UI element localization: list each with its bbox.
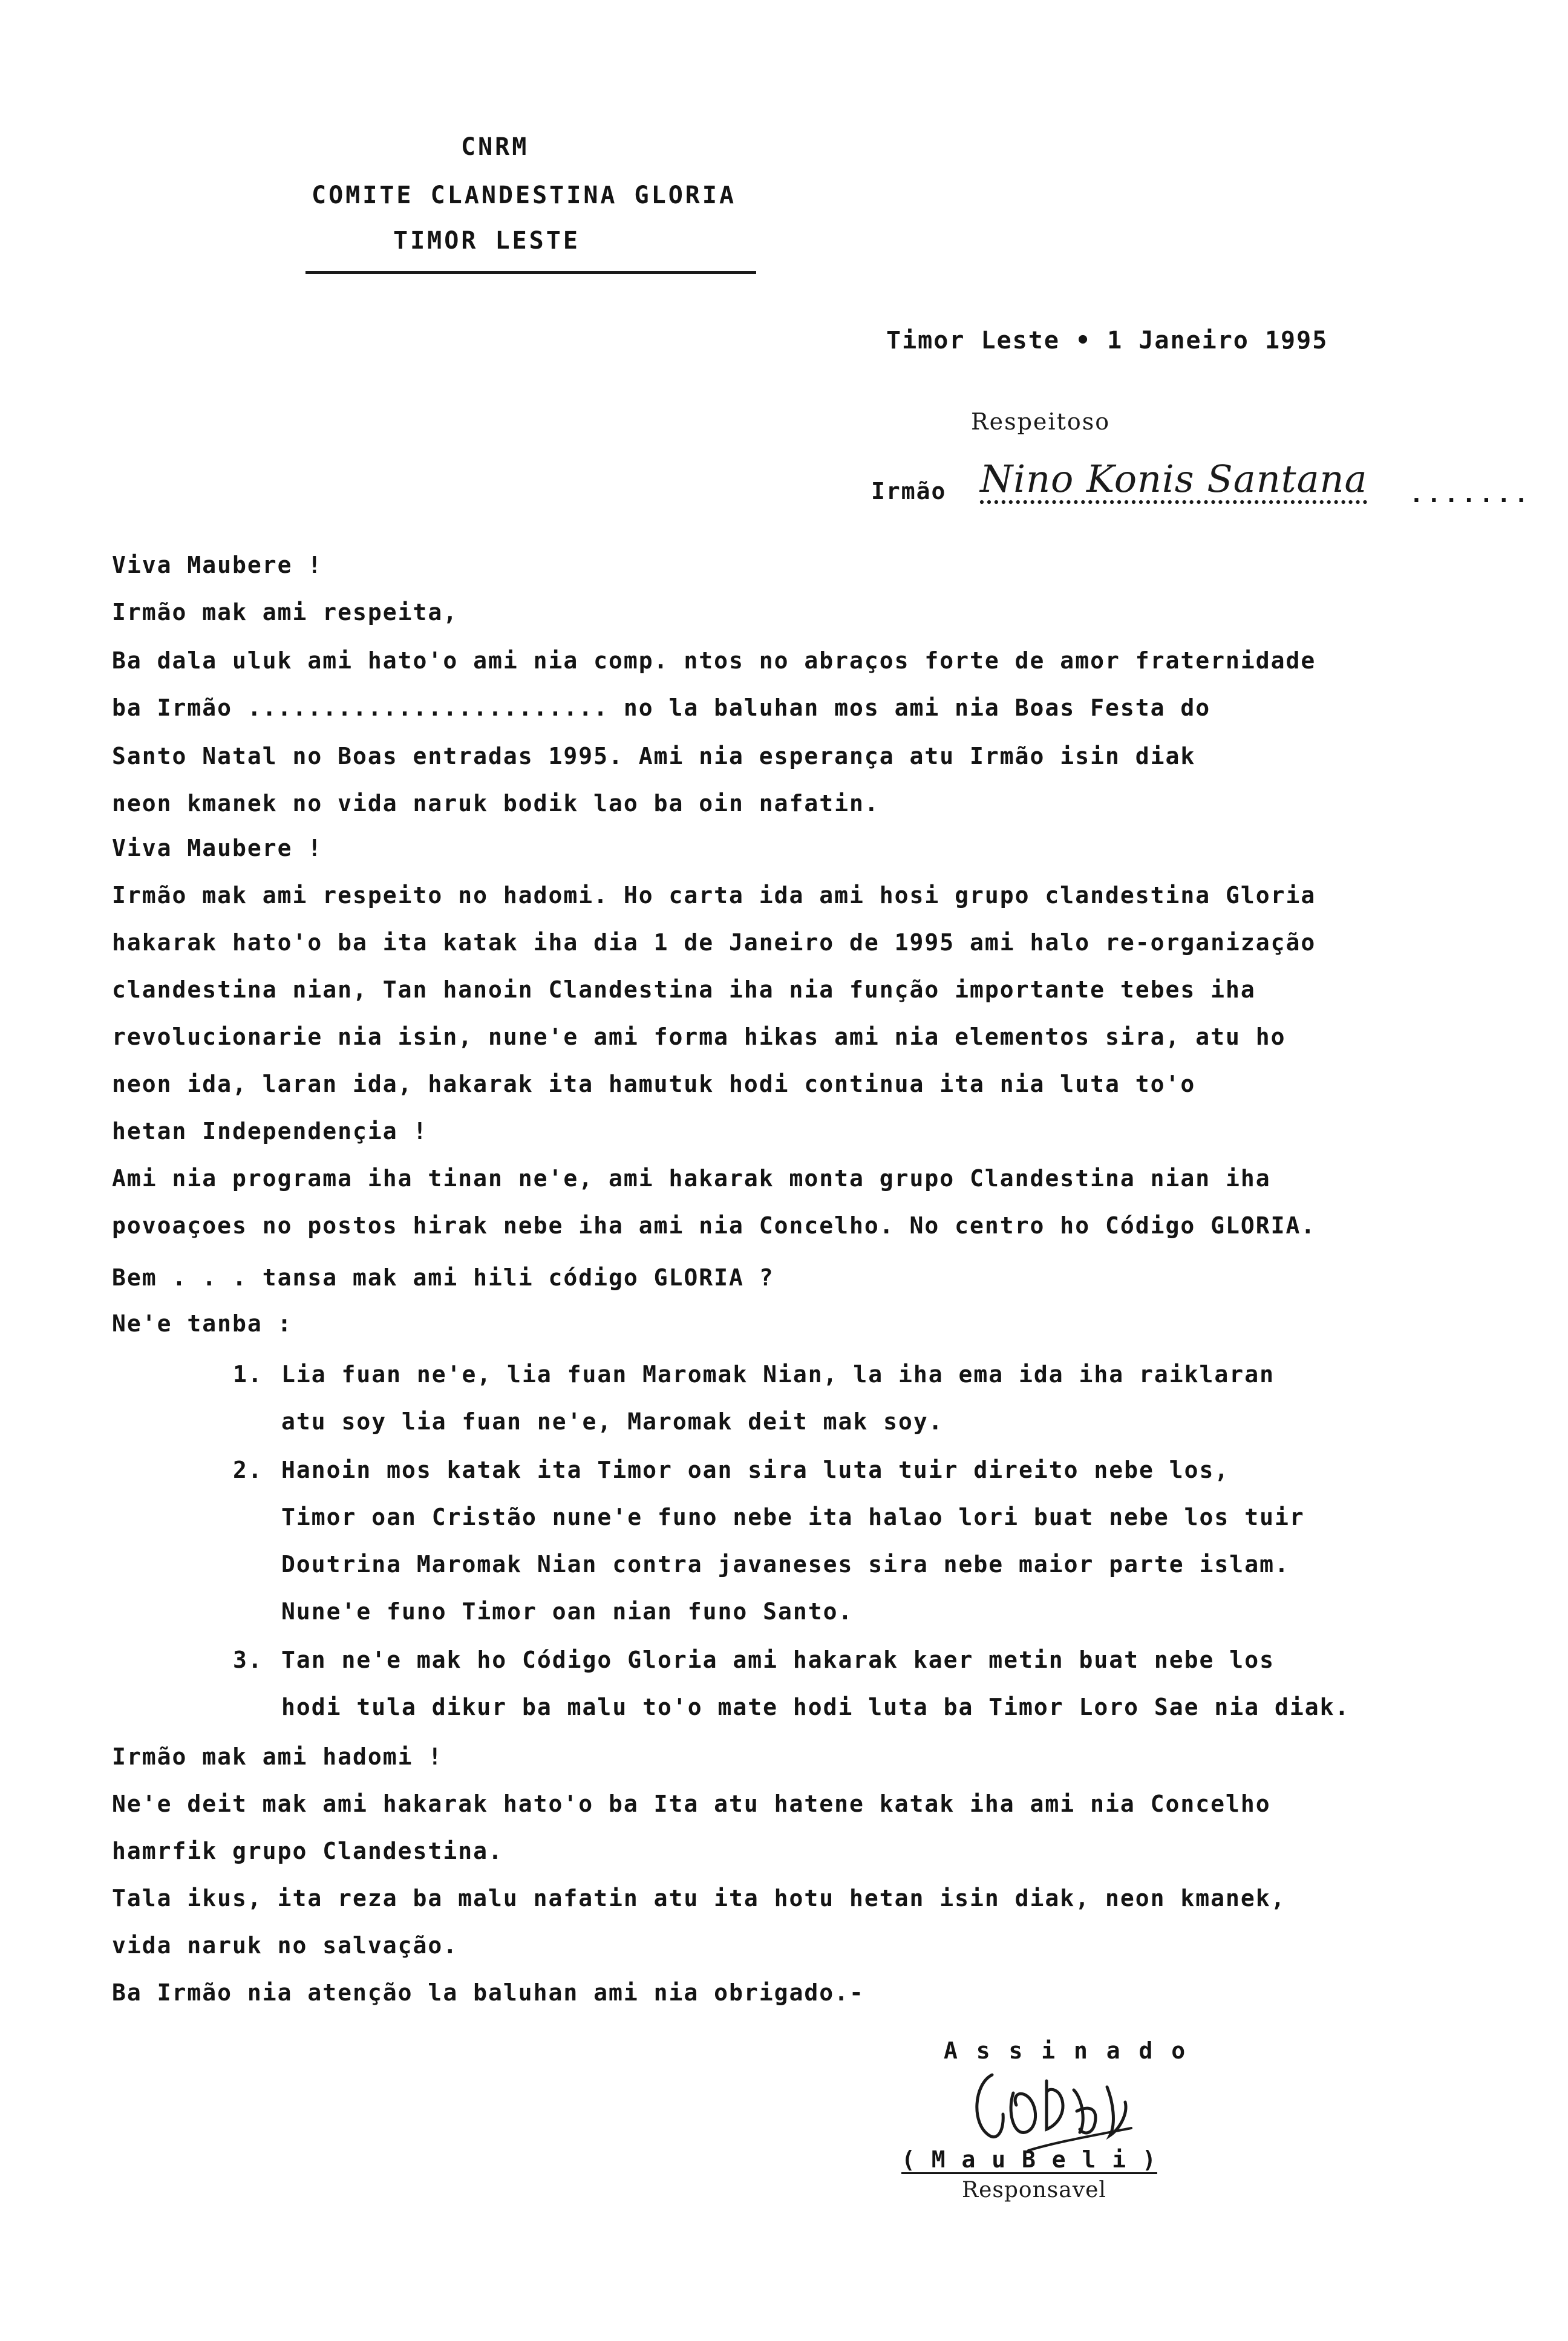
reason-2-line-a: Hanoin mos katak ita Timor oan sira luta tuir direito nebe los, [281,1457,1230,1483]
signature-role: Responsavel [962,2178,1106,2202]
reason-3-line-a: Tan ne'e mak ho Código Gloria ami hakarak kaer metin buat nebe los [281,1647,1275,1673]
signature-assinado: A s s i n a d o [944,2037,1188,2064]
body-line-3: Ba dala uluk ami hato'o ami nia comp. ntos no abraços forte de amor fraternidade [112,647,1316,674]
body-line-17: Ne'e tanba : [112,1310,293,1337]
body-line-15: povoaçoes no postos hirak nebe iha ami nia Concelho. No centro ho Código GLORIA. [112,1212,1316,1239]
reason-3-line-b: hodi tula dikur ba malu to'o mate hodi luta ba Timor Loro Sae nia diak. [281,1694,1350,1720]
closing-line-4: Tala ikus, ita reza ba malu nafatin atu ita hotu hetan isin diak, neon kmanek, [112,1885,1286,1912]
closing-line-2: Ne'e deit mak ami hakarak hato'o ba Ita atu hatene katak iha ami nia Concelho [112,1791,1271,1817]
body-line-7: Viva Maubere ! [112,835,323,861]
body-line-2: Irmão mak ami respeita, [112,599,459,625]
reason-2-number: 2. [233,1457,263,1483]
header-country: TIMOR LESTE [393,227,580,255]
closing-line-5: vida naruk no salvação. [112,1932,459,1959]
body-line-14: Ami nia programa iha tinan ne'e, ami hakarak monta grupo Clandestina nian iha [112,1165,1271,1192]
header-underline [305,271,756,274]
recipient-dots: ....... [1410,481,1532,508]
closing-line-6: Ba Irmão nia atenção la baluhan ami nia obrigado.- [112,1979,864,2006]
reason-3-number: 3. [233,1647,263,1673]
respeitoso-label: Respeitoso [971,408,1111,435]
closing-line-3: hamrfik grupo Clandestina. [112,1838,503,1864]
signature-name: ( M a u B e l i ) [901,2146,1157,2173]
reason-1-line-b: atu soy lia fuan ne'e, Maromak deit mak soy. [281,1408,944,1435]
body-line-13: hetan Independençia ! [112,1118,428,1144]
body-line-11: revolucionarie nia isin, nune'e ami forma hikas ami nia elementos sira, atu ho [112,1024,1286,1050]
reason-1-line-a: Lia fuan ne'e, lia fuan Maromak Nian, la iha ema ida iha raiklaran [281,1361,1275,1388]
reason-2-line-d: Nune'e funo Timor oan nian funo Santo. [281,1598,854,1625]
recipient-name: Nino Konis Santana [980,457,1368,501]
body-line-9: hakarak hato'o ba ita katak iha dia 1 de Janeiro de 1995 ami halo re-organização [112,929,1316,956]
reason-1-number: 1. [233,1361,263,1388]
body-line-1: Viva Maubere ! [112,552,323,578]
body-line-8: Irmão mak ami respeito no hadomi. Ho carta ida ami hosi grupo clandestina Gloria [112,882,1316,909]
reason-2-line-c: Doutrina Maromak Nian contra javaneses sira nebe maior parte islam. [281,1551,1290,1578]
header-org: CNRM [461,133,529,161]
closing-line-1: Irmão mak ami hadomi ! [112,1743,443,1770]
reason-2-line-b: Timor oan Cristão nune'e funo nebe ita halao lori buat nebe los tuir [281,1504,1305,1530]
dateline: Timor Leste • 1 Janeiro 1995 [886,327,1328,354]
body-line-10: clandestina nian, Tan hanoin Clandestina iha nia função importante tebes iha [112,976,1256,1003]
body-line-4: ba Irmão ........................ no la baluhan mos ami nia Boas Festa do [112,694,1211,721]
handwritten-signature [956,2057,1186,2160]
body-line-12: neon ida, laran ida, hakarak ita hamutuk hodi continua ita nia luta to'o [112,1071,1196,1097]
body-line-5: Santo Natal no Boas entradas 1995. Ami nia esperança atu Irmão isin diak [112,743,1196,769]
header-committee: COMITE CLANDESTINA GLORIA [312,181,737,209]
body-line-6: neon kmanek no vida naruk bodik lao ba oin nafatin. [112,790,880,817]
irmao-label: Irmão [871,478,947,504]
body-line-16: Bem . . . tansa mak ami hili código GLORIA ? [112,1264,774,1291]
